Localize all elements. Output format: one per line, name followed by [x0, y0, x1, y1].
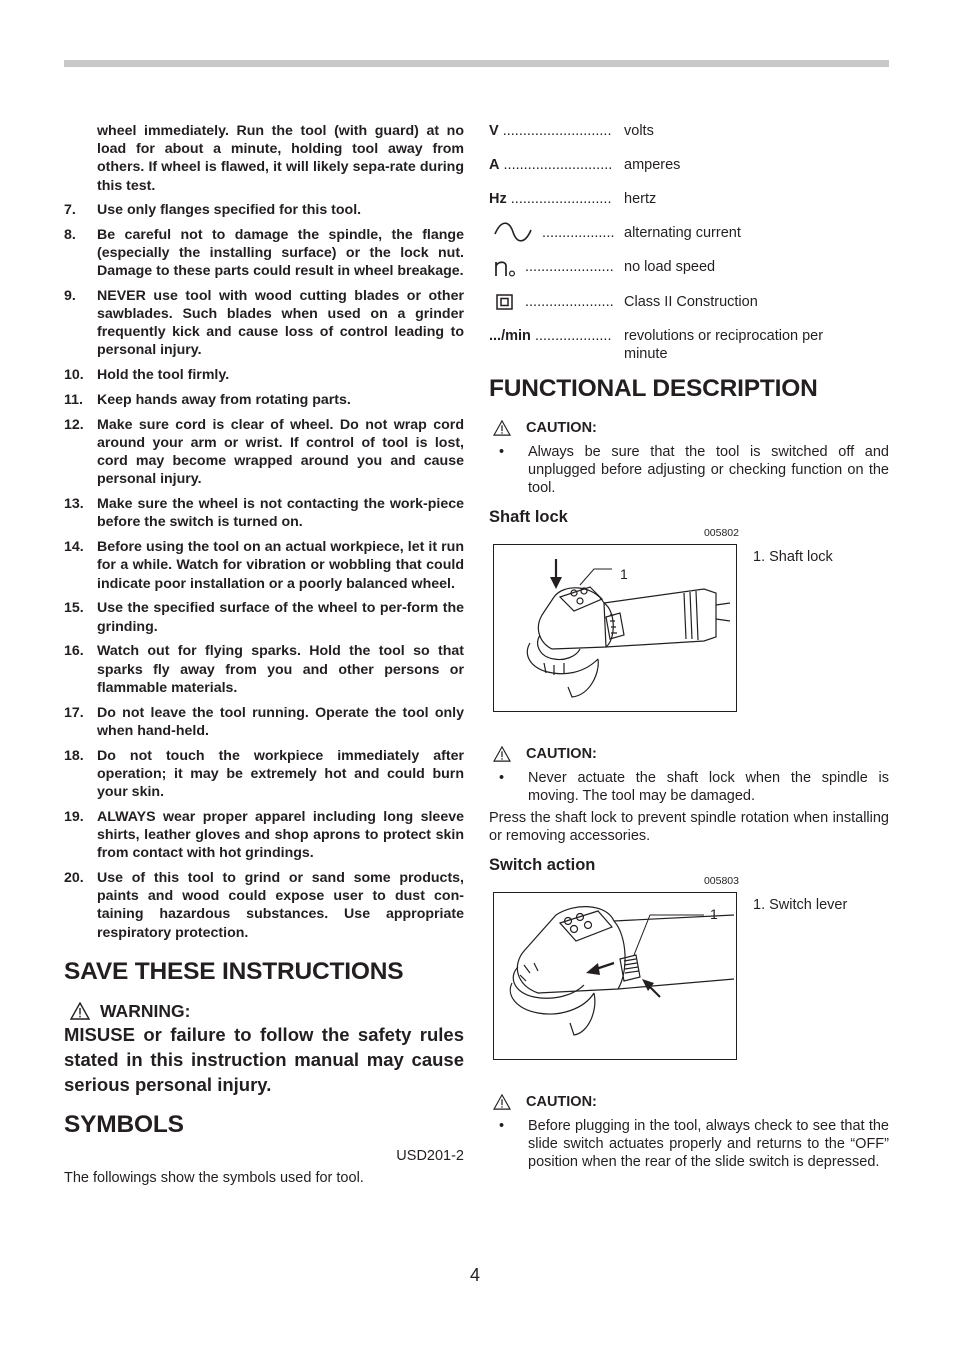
- symbol-table: [489, 122, 889, 371]
- safety-rules-list: [64, 201, 464, 942]
- figure-code: 005803: [703, 875, 739, 887]
- item-text: NEVER use tool with wood cutting blades or other sawblades. Such blades when used on a grinder frequently kick and cause loss of control leading to personal injury.: [97, 287, 464, 359]
- caution-bullet: [489, 1117, 889, 1171]
- switch-action-figure: [489, 875, 889, 1093]
- warning-text: MISUSE or failure to follow the safety rules stated in this instruction manual may cause serious personal injury.: [64, 1023, 464, 1095]
- top-rule: [64, 60, 889, 67]
- shaft-lock-figure: [489, 527, 889, 745]
- leader-dots: ...........................: [502, 123, 612, 139]
- alternating-current-icon: [493, 222, 533, 242]
- symbols-heading: SYMBOLS: [64, 1110, 184, 1138]
- item-number: 18.: [64, 747, 84, 764]
- safety-rule-item: [64, 869, 464, 942]
- safety-rule-item: [64, 704, 464, 740]
- symbol-row-hertz: [489, 190, 889, 224]
- caution-label: CAUTION:: [526, 746, 597, 762]
- item-text: Do not touch the workpiece immediately after operation; it may be extremely hot and could burn your skin.: [97, 747, 464, 801]
- item-text: ALWAYS wear proper apparel including long sleeve shirts, leather gloves and shop aprons to protect skin from contact with hot grindings.: [97, 808, 464, 862]
- caution-heading: [489, 1093, 889, 1111]
- switch-action-heading: Switch action: [489, 856, 596, 874]
- item-text: Use the specified surface of the wheel to per-form the grinding.: [97, 600, 464, 635]
- bullet-glyph: •: [499, 444, 505, 460]
- item-number: 13.: [64, 496, 84, 513]
- safety-rule-item: [64, 599, 464, 635]
- figure-frame: [493, 544, 737, 712]
- caution-bullet: [489, 443, 889, 497]
- page-number: 4: [470, 1265, 481, 1285]
- safety-rule-item: [64, 642, 464, 697]
- symbol-row-no-load-speed: [489, 258, 889, 293]
- caution-label: CAUTION:: [526, 420, 597, 436]
- item-text: Keep hands away from rotating parts.: [97, 392, 351, 409]
- symbol-desc: revolutions or reciprocation per minute: [624, 328, 824, 362]
- symbol-hz: Hz: [489, 191, 507, 207]
- symbol-row-volts: [489, 122, 889, 156]
- symbol-a: A: [489, 157, 500, 173]
- caution-label: CAUTION:: [526, 1094, 597, 1110]
- safety-rule-item: [64, 201, 464, 219]
- left-column: [64, 122, 464, 1187]
- bullet-glyph: •: [499, 770, 505, 786]
- item-number: 10.: [64, 367, 84, 384]
- caution-heading: [489, 419, 889, 437]
- leader-dots: ......................: [525, 294, 614, 310]
- leader-dots: .........................: [510, 191, 612, 207]
- item-text: Hold the tool firmly.: [97, 367, 230, 384]
- caution-heading: [489, 745, 889, 763]
- figure-legend: 1. Shaft lock: [753, 549, 833, 565]
- item-text: Be careful not to damage the spindle, the flange (especially the installing surface) or the lock nut. Damage to these parts could result in wheel breakage.: [97, 226, 464, 280]
- bullet-glyph: •: [499, 1118, 505, 1134]
- symbol-v: V: [489, 123, 499, 139]
- item-number: 11.: [64, 392, 83, 409]
- item-number: 12.: [64, 416, 84, 433]
- item-number: 7.: [64, 201, 76, 218]
- safety-rule-item: [64, 747, 464, 802]
- symbol-desc: Class II Construction: [624, 294, 758, 310]
- symbol-desc: alternating current: [624, 225, 741, 241]
- safety-rule-item: [64, 538, 464, 593]
- item-text: Watch out for flying sparks. Hold the tool so that sparks fly away from you and other persons or flammable materials.: [97, 643, 464, 696]
- safety-rule-item: [64, 391, 464, 409]
- symbols-code: USD201-2: [396, 1147, 464, 1164]
- item-text: Use only flanges specified for this tool.: [97, 201, 362, 218]
- figure-frame: [493, 892, 737, 1060]
- functional-description-heading: FUNCTIONAL DESCRIPTION: [489, 375, 818, 402]
- symbols-intro: The followings show the symbols used for tool.: [64, 1169, 364, 1186]
- item-number: 19.: [64, 808, 84, 825]
- symbol-row-ac: [489, 224, 889, 258]
- safety-rule-item: [64, 287, 464, 360]
- symbol-desc: hertz: [624, 191, 657, 207]
- item-number: 15.: [64, 600, 84, 617]
- callout-number: 1: [710, 906, 718, 922]
- item-number: 14.: [64, 539, 84, 556]
- angle-grinder-illustration: [494, 545, 735, 710]
- safety-rule-item: [64, 416, 464, 489]
- caution-triangle-icon: [493, 746, 511, 762]
- safety-rule-item: [64, 366, 464, 384]
- item-text: Use of this tool to grind or sand some products, paints and wood could expose user to dust con-taining hazardous substances. Use appropriate respiratory protection.: [97, 870, 464, 941]
- symbol-desc: no load speed: [624, 259, 716, 275]
- caution-triangle-icon: [493, 1094, 511, 1110]
- angle-grinder-illustration: [494, 893, 735, 1058]
- shaft-lock-text: Press the shaft lock to prevent spindle rotation when installing or removing accessories.: [489, 810, 889, 844]
- item-number: 16.: [64, 643, 84, 660]
- item-text: Before using the tool on an actual workpiece, let it run for a while. Watch for vibration or wobbling that could indicate poor installation or a poorly balanced wheel.: [97, 539, 464, 592]
- symbol-desc: volts: [624, 123, 654, 139]
- symbol-row-class-ii: [489, 293, 889, 327]
- figure-legend: 1. Switch lever: [753, 897, 848, 913]
- leader-dots: ...................: [534, 328, 612, 344]
- symbol-row-per-min: [489, 327, 889, 371]
- caution-triangle-icon: [493, 420, 511, 436]
- item-number: 8.: [64, 226, 76, 243]
- shaft-lock-heading: Shaft lock: [489, 508, 568, 526]
- safety-rule-item: [64, 495, 464, 531]
- leader-dots: ..................: [542, 225, 615, 241]
- warning-triangle-icon: [70, 1002, 90, 1020]
- warning-heading: [64, 1000, 464, 1022]
- symbol-row-amperes: [489, 156, 889, 190]
- symbol-per-min: .../min: [489, 328, 531, 344]
- safety-rule-item: [64, 226, 464, 281]
- leader-dots: ...........................: [503, 157, 613, 173]
- class-ii-construction-icon: [496, 294, 514, 310]
- caution-text: Never actuate the shaft lock when the spindle is moving. The tool may be damaged.: [528, 770, 889, 804]
- symbol-desc: amperes: [624, 157, 681, 173]
- figure-code: 005802: [703, 527, 739, 539]
- item-number: 20.: [64, 870, 84, 887]
- no-load-speed-icon: [493, 257, 521, 279]
- item-number: 17.: [64, 704, 84, 721]
- save-instructions-heading: SAVE THESE INSTRUCTIONS: [64, 957, 404, 985]
- caution-bullet: [489, 769, 889, 805]
- item-text: Make sure cord is clear of wheel. Do not wrap cord around your arm or wrist. If control of tool is lost, cord may become wrapped around you and cause personal injury.: [97, 416, 464, 488]
- warning-label: WARNING:: [100, 1000, 191, 1021]
- item-text: Make sure the wheel is not contacting the work-piece before the switch is turned on.: [97, 496, 464, 531]
- caution-text: Before plugging in the tool, always check to see that the slide switch actuates properly and returns to the “OFF” position when the rear of the slide switch is depressed.: [528, 1118, 889, 1170]
- caution-text: Always be sure that the tool is switched off and unplugged before adjusting or checking function on the tool.: [528, 444, 889, 496]
- continued-item-text: wheel immediately. Run the tool (with guard) at no load for about a minute, holding tool away from others. If wheel is flawed, it will likely sepa-rate during this test.: [97, 123, 464, 194]
- right-column: [489, 122, 889, 1171]
- callout-number: 1: [620, 566, 628, 582]
- leader-dots: ......................: [525, 259, 614, 275]
- item-number: 9.: [64, 287, 76, 304]
- item-text: Do not leave the tool running. Operate the tool only when hand-held.: [97, 704, 464, 739]
- safety-rule-item: [64, 808, 464, 863]
